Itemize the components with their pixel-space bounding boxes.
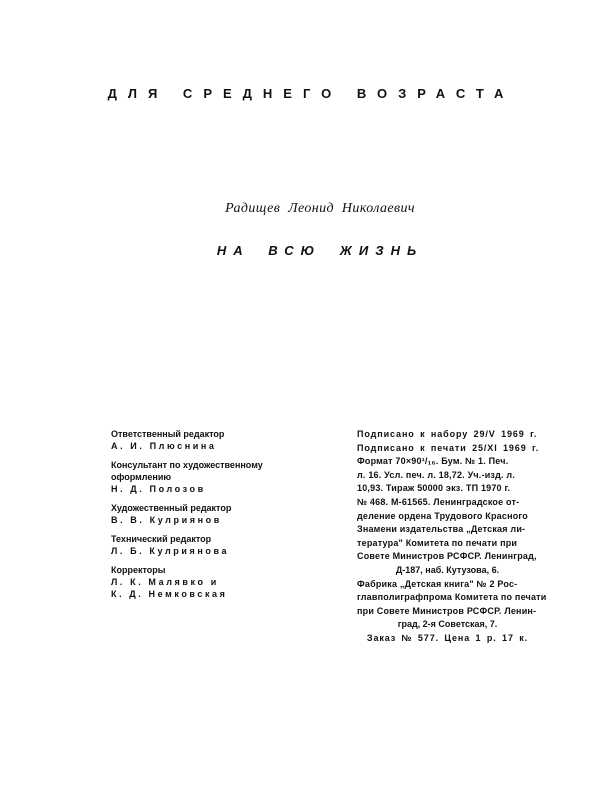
- staff-person: А. И. Плюснина: [111, 441, 217, 451]
- book-title: НА ВСЮ ЖИЗНЬ: [216, 243, 424, 258]
- imprint-line: деление ордена Трудового Красного: [357, 510, 528, 521]
- staff-role: Ответственный редактор: [111, 429, 225, 439]
- staff-person: Л. К. Малявко и: [111, 577, 219, 587]
- series-heading: ДЛЯ СРЕДНЕГО ВОЗРАСТА: [107, 86, 515, 101]
- imprint-line: Знамени издательства „Детская ли-: [357, 524, 526, 535]
- imprint-line: 10,93. Тираж 50000 экз. ТП 1970 г.: [357, 483, 511, 494]
- imprint-line: главполиграфпрома Комитета по печати: [357, 592, 547, 603]
- staff-person: Н. Д. Полозов: [111, 484, 206, 494]
- imprint-line: град, 2-я Советская, 7.: [397, 619, 498, 630]
- imprint-line: № 468. М-61565. Ленинградское от-: [357, 496, 520, 507]
- imprint-line: Д-187, наб. Кутузова, 6.: [395, 564, 500, 575]
- imprint-line: Заказ № 577. Цена 1 р. 17 к.: [366, 632, 529, 643]
- imprint-line: Фабрика „Детская книга" № 2 Рос-: [357, 578, 518, 589]
- staff-person: К. Д. Немковская: [111, 589, 228, 599]
- staff-group: [111, 459, 311, 495]
- author-name: Радищев Леонид Николаевич: [225, 201, 415, 216]
- imprint-line: Подписано к печати 25/XI 1969 г.: [357, 442, 540, 453]
- editorial-staff: [111, 428, 311, 607]
- staff-role: Технический редактор: [111, 534, 212, 544]
- imprint-block: [357, 428, 547, 646]
- staff-person: В. В. Кулриянов: [111, 515, 222, 525]
- staff-person: Л. Б. Кулриянова: [111, 546, 230, 556]
- staff-group: [111, 564, 311, 600]
- imprint-line: Формат 70×90¹/₁₆. Бум. № 1. Печ.: [357, 456, 509, 467]
- imprint-line: при Совете Министров РСФСР. Ленин-: [357, 605, 537, 616]
- staff-role: Корректоры: [111, 565, 166, 575]
- imprint-line: Совете Министров РСФСР. Ленинград,: [357, 551, 537, 562]
- staff-group: [111, 533, 311, 557]
- staff-role: Художественный редактор: [111, 503, 232, 513]
- staff-group: [111, 428, 311, 452]
- imprint-line: л. 16. Усл. печ. л. 18,72. Уч.-изд. л.: [357, 469, 516, 480]
- imprint-line: тература" Комитета по печати при: [357, 537, 518, 548]
- imprint-line: Подписано к набору 29/V 1969 г.: [357, 429, 538, 439]
- staff-group: [111, 502, 311, 526]
- staff-role: Консультант по художественному оформлению: [111, 460, 263, 482]
